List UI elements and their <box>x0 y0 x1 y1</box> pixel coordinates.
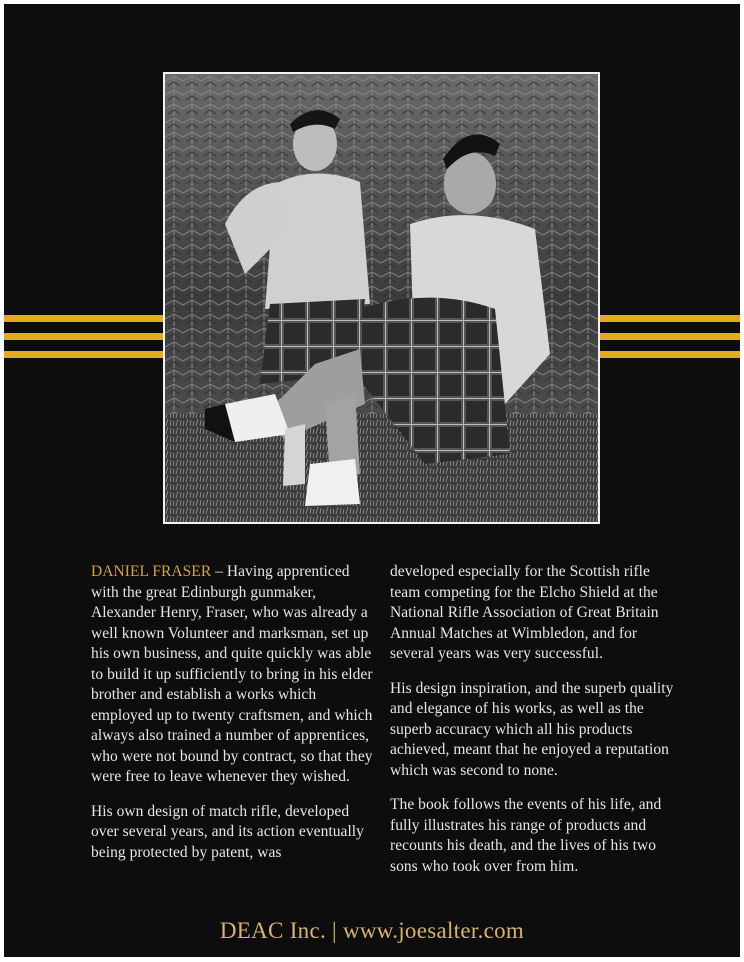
text-column-left <box>91 562 379 877</box>
publisher-name: DEAC Inc. <box>219 918 327 943</box>
publisher-footer <box>4 918 740 944</box>
paragraph: His own design of match rifle, developed over several years, and its action eventually being protected by patent, was <box>91 802 364 861</box>
text-column-right <box>390 562 680 891</box>
paragraph-body: – Having apprenticed with the great Edinburgh gunmaker, Alexander Henry, Fraser, who was already a well known Volunteer and marksman, set up his own business, and quite quickly was able to build it up sufficiently to bring in his elder brother and establish a works which employed up to twenty craftsmen, and which always also trained a number of apprentices, who were not bound by contract, so that they were free to leave whenever they wished. <box>91 563 373 785</box>
paragraph <box>91 562 379 788</box>
paragraph: The book follows the events of his life, and fully illustrates his range of products and recounts his death, and the lives of his two sons who took over from him. <box>390 796 662 875</box>
photo-frame <box>163 72 600 524</box>
subject-name: DANIEL FRASER <box>91 563 212 580</box>
paragraph: developed especially for the Scottish rifle team competing for the Elcho Shield at the National Rifle Association of Great Britain Annual Matches at Wimbledon, and for several years was very successful. <box>390 563 659 662</box>
vintage-photograph-icon <box>165 74 598 522</box>
back-cover <box>4 4 740 957</box>
separator: | <box>332 918 337 943</box>
website-url[interactable]: www.joesalter.com <box>342 918 525 943</box>
paragraph: His design inspiration, and the superb quality and elegance of his works, as well as the superb accuracy which all his products achieved, meant that he enjoyed a reputation which was second to none. <box>390 679 674 779</box>
